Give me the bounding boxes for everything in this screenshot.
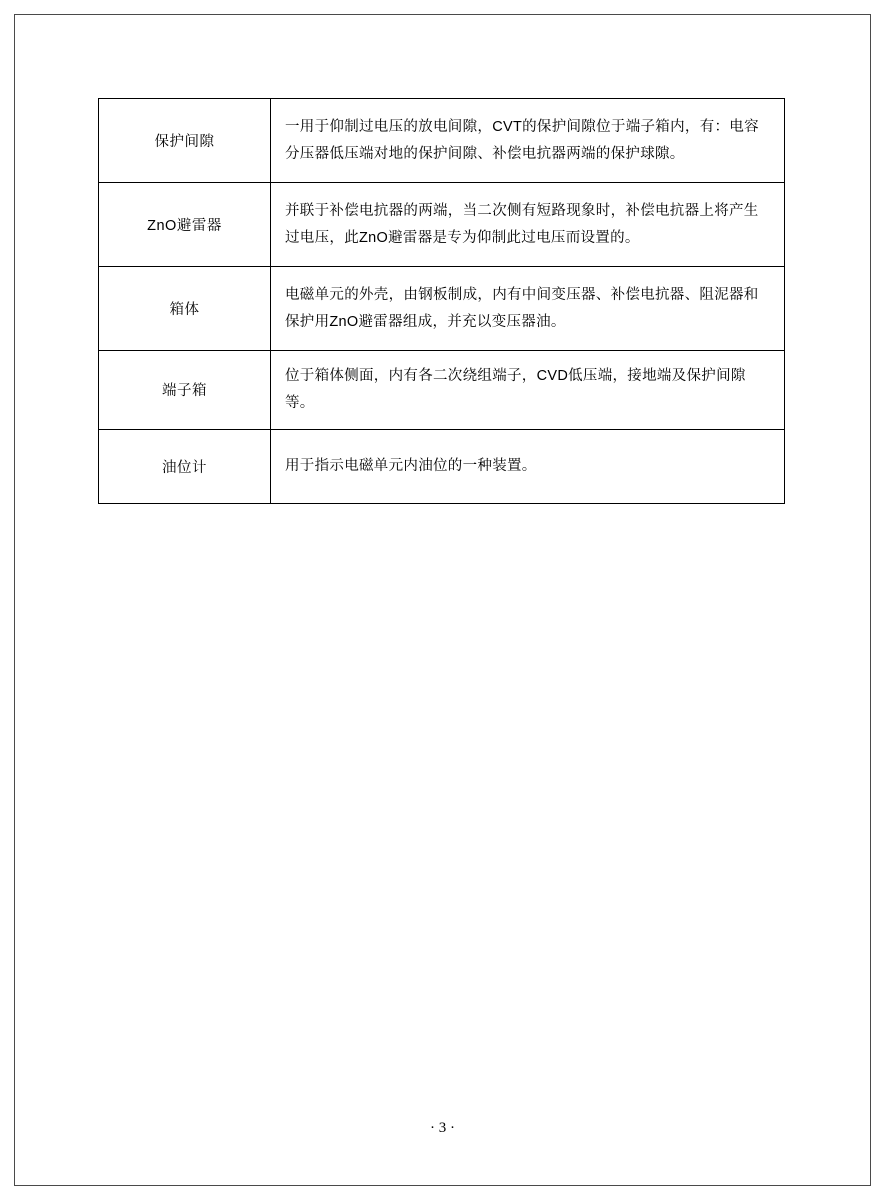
- page-content: [98, 98, 784, 504]
- table-row: [99, 429, 785, 503]
- table-row: [99, 351, 785, 430]
- term-cell: 箱体: [99, 267, 271, 351]
- definition-cell: 用于指示电磁单元内油位的一种装置。: [271, 429, 785, 503]
- table-row: [99, 267, 785, 351]
- term-cell: ZnO避雷器: [99, 183, 271, 267]
- definition-cell: 并联于补偿电抗器的两端，当二次侧有短路现象时，补偿电抗器上将产生过电压，此ZnO避雷器是专为仰制此过电压而设置的。: [271, 183, 785, 267]
- definition-cell: 一用于仰制过电压的放电间隙，CVT的保护间隙位于端子箱内，有：电容分压器低压端对地的保护间隙、补偿电抗器两端的保护球隙。: [271, 99, 785, 183]
- term-cell: 保护间隙: [99, 99, 271, 183]
- term-cell: 端子箱: [99, 351, 271, 430]
- term-cell: 油位计: [99, 429, 271, 503]
- definition-cell: 位于箱体侧面，内有各二次绕组端子，CVD低压端，接地端及保护间隙等。: [271, 351, 785, 430]
- table-row: [99, 99, 785, 183]
- glossary-table: [98, 98, 785, 504]
- table-row: [99, 183, 785, 267]
- page-number: · 3 ·: [430, 1120, 455, 1136]
- definition-cell: 电磁单元的外壳，由钢板制成，内有中间变压器、补偿电抗器、阻泥器和保护用ZnO避雷器组成，并充以变压器油。: [271, 267, 785, 351]
